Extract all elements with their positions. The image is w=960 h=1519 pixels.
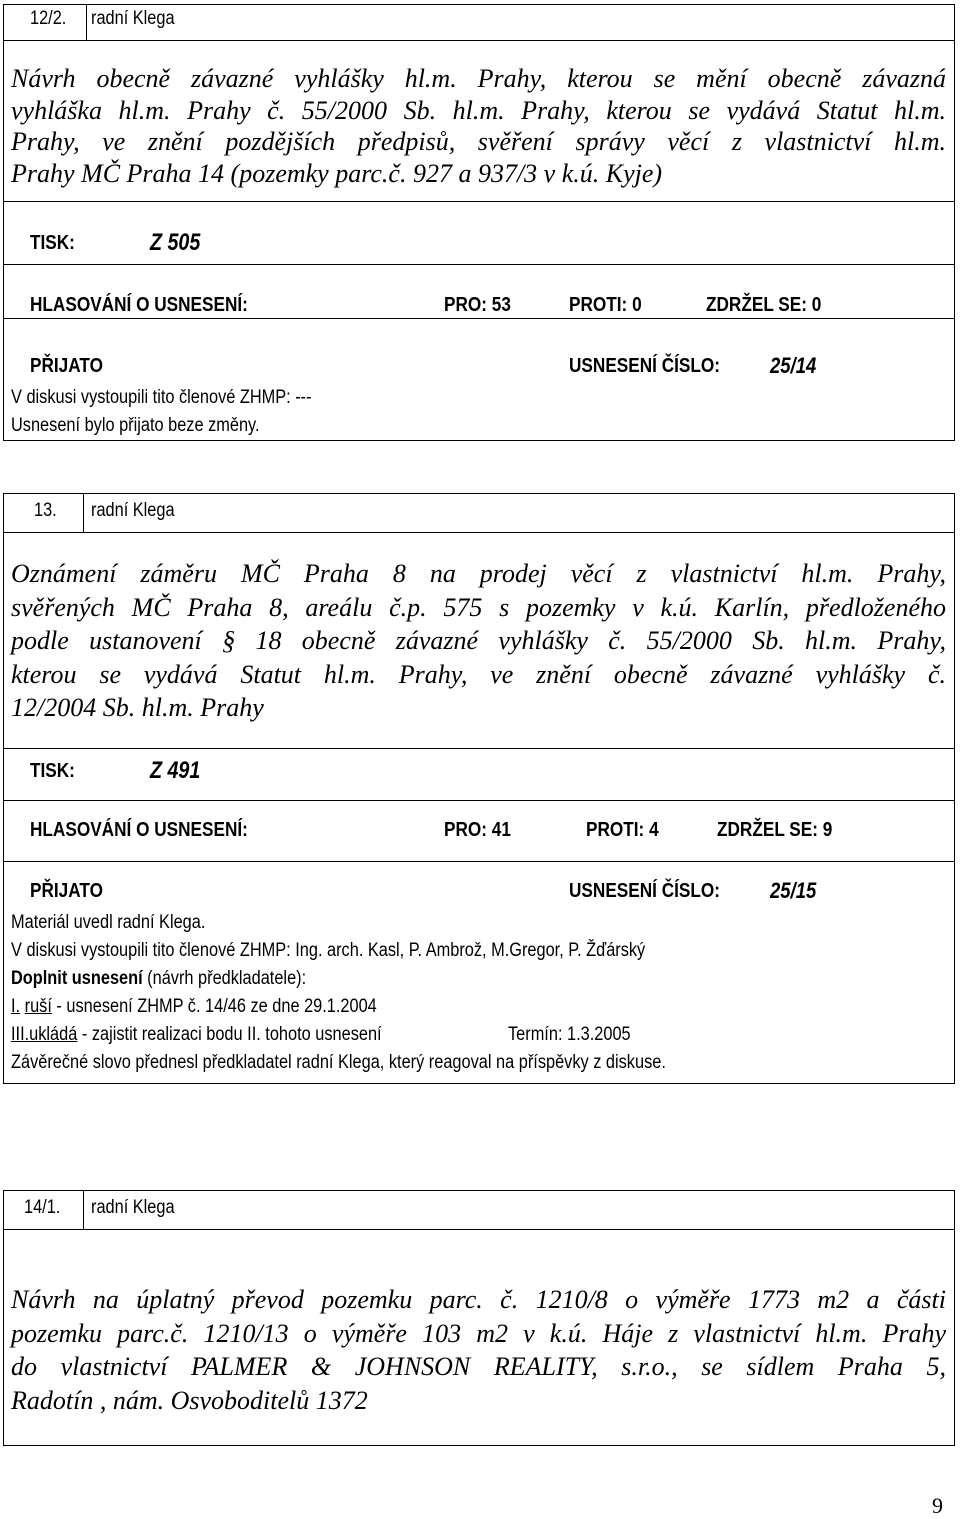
- presenter: radní Klega: [91, 500, 175, 521]
- vote-label: HLASOVÁNÍ O USNESENÍ:: [30, 294, 248, 316]
- result-status: PŘIJATO: [30, 880, 103, 902]
- item-title: Oznámení záměru MČ Praha 8 na prodej věcí z vlastnictví hl.m. Prahy, svěřených MČ Praha 8, areálu č.p. 575 s pozemky v k.ú. Karlín, předloženého podle ustanovení § 18 obecně závazné vyhlášky č. 55/2000 Sb. hl.m. Prahy, kterou se vydává Statut hl.m. Prahy, ve znění obecně závazné vyhlášky č. 12/2004 Sb. hl.m. Prahy: [11, 559, 946, 722]
- item-number: 14/1.: [24, 1197, 61, 1218]
- tisk-label: TISK:: [30, 232, 75, 254]
- item-title: Návrh obecně závazné vyhlášky hl.m. Prahy, kterou se mění obecně závazná vyhláška hl.m. Prahy č. 55/2000 Sb. hl.m. Prahy, kterou se vydává Statut hl.m. Prahy, ve znění pozdějších předpisů, svěření správy věcí z vlastnictví hl.m. Prahy MČ Praha 14 (pozemky parc.č. 927 a 937/3 v k.ú. Kyje): [11, 64, 946, 188]
- note-line: Materiál uvedl radní Klega.: [11, 912, 206, 933]
- tisk-label: TISK:: [30, 760, 75, 782]
- item-title: Návrh na úplatný převod pozemku parc. č. 1210/8 o výměře 1773 m2 a části pozemku parc.č. 1210/13 o výměře 103 m2 v k.ú. Háje z vlastnictví hl.m. Prahy do vlastnictví PALMER & JOHNSON REALITY, s.r.o., se sídlem Praha 5, Radotín , nám. Osvoboditelů 1372: [11, 1285, 946, 1415]
- doplnit-usneseni: Doplnit usnesení (návrh předkladatele):: [11, 968, 307, 989]
- item-number: 13.: [34, 500, 57, 521]
- vote-pro: PRO: 41: [444, 819, 511, 841]
- vote-proti: PROTI: 4: [586, 819, 659, 841]
- resolution-deadline: Termín: 1.3.2005: [508, 1024, 631, 1045]
- tisk-value: Z 505: [150, 229, 201, 256]
- vote-zdrzel: ZDRŽEL SE: 9: [717, 819, 833, 841]
- resolution-point: III.ukládá - zajistit realizaci bodu II. tohoto usnesení: [11, 1024, 382, 1045]
- item-number: 12/2.: [30, 8, 67, 29]
- vote-proti: PROTI: 0: [569, 294, 642, 316]
- tisk-value: Z 491: [150, 757, 201, 784]
- vote-pro: PRO: 53: [444, 294, 511, 316]
- note-line: V diskusi vystoupili tito členové ZHMP: Ing. arch. Kasl, P. Ambrož, M.Gregor, P. Žďárský: [11, 940, 646, 961]
- resolution-point: I. ruší - usnesení ZHMP č. 14/46 ze dne 29.1.2004: [11, 996, 377, 1017]
- result-status: PŘIJATO: [30, 355, 103, 377]
- usneseni-number: 25/15: [770, 878, 817, 903]
- presenter: radní Klega: [91, 1197, 175, 1218]
- vote-zdrzel: ZDRŽEL SE: 0: [706, 294, 822, 316]
- note-line: Usnesení bylo přijato beze změny.: [11, 415, 260, 436]
- vote-label: HLASOVÁNÍ O USNESENÍ:: [30, 819, 248, 841]
- usneseni-label: USNESENÍ ČÍSLO:: [569, 880, 720, 902]
- presenter: radní Klega: [91, 8, 175, 29]
- closing-note: Závěrečné slovo přednesl předkladatel radní Klega, který reagoval na příspěvky z diskuse.: [11, 1052, 666, 1073]
- usneseni-label: USNESENÍ ČÍSLO:: [569, 355, 720, 377]
- page-number: 9: [932, 1493, 943, 1518]
- note-line: V diskusi vystoupili tito členové ZHMP: ---: [11, 387, 312, 408]
- usneseni-number: 25/14: [770, 353, 817, 378]
